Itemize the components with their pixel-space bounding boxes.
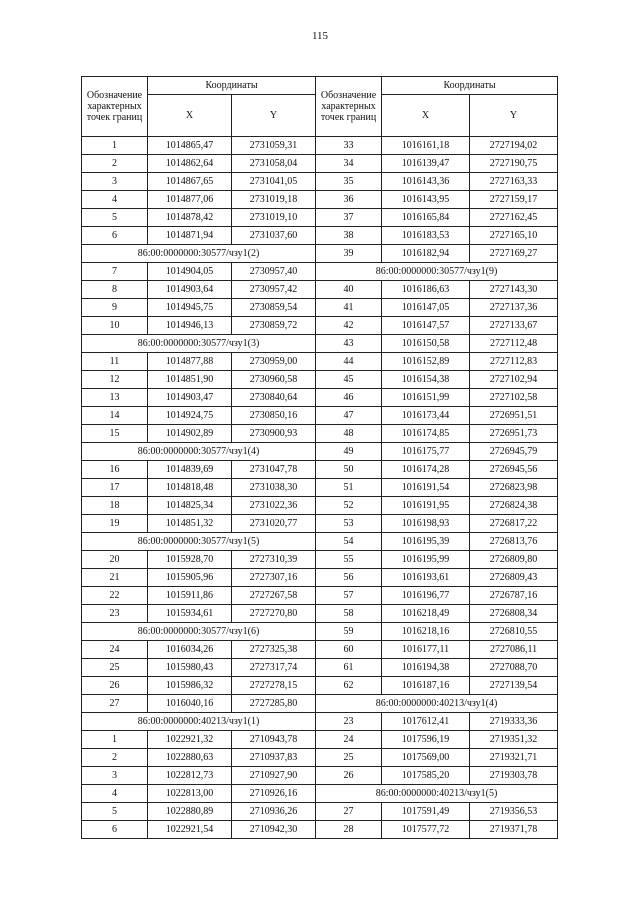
right-x-value: 1017585,20 [382, 767, 470, 785]
table-row [82, 605, 558, 623]
right-y-value: 2727112,48 [470, 335, 558, 353]
left-point-number: 13 [82, 389, 148, 407]
right-point-number: 62 [316, 677, 382, 695]
right-x-value: 1016218,49 [382, 605, 470, 623]
right-point-number: 51 [316, 479, 382, 497]
left-section-label: 86:00:0000000:30577/чзу1(3) [82, 335, 316, 353]
table-row [82, 461, 558, 479]
left-x-value: 1022880,63 [148, 749, 232, 767]
right-x-value: 1016174,28 [382, 461, 470, 479]
right-x-header: X [382, 95, 470, 137]
table-row [82, 371, 558, 389]
table-row [82, 155, 558, 173]
left-y-value: 2727270,80 [232, 605, 316, 623]
right-point-number: 60 [316, 641, 382, 659]
left-point-number: 6 [82, 821, 148, 839]
right-x-value: 1016198,93 [382, 515, 470, 533]
right-x-value: 1016154,38 [382, 371, 470, 389]
right-x-value: 1016139,47 [382, 155, 470, 173]
table-row [82, 317, 558, 335]
left-point-number: 20 [82, 551, 148, 569]
right-point-number: 43 [316, 335, 382, 353]
table-row [82, 767, 558, 785]
left-y-value: 2730957,42 [232, 281, 316, 299]
right-y-value: 2719371,78 [470, 821, 558, 839]
left-y-value: 2731058,04 [232, 155, 316, 173]
left-x-value: 1014839,69 [148, 461, 232, 479]
table-row [82, 749, 558, 767]
left-point-number: 1 [82, 137, 148, 155]
right-x-value: 1016147,05 [382, 299, 470, 317]
right-point-number: 54 [316, 533, 382, 551]
right-x-value: 1016161,18 [382, 137, 470, 155]
left-point-number: 23 [82, 605, 148, 623]
left-y-value: 2731059,31 [232, 137, 316, 155]
left-y-value: 2710937,83 [232, 749, 316, 767]
table-row [82, 353, 558, 371]
table-row [82, 677, 558, 695]
left-y-header: Y [232, 95, 316, 137]
left-point-number: 19 [82, 515, 148, 533]
table-row [82, 137, 558, 155]
right-y-value: 2726808,34 [470, 605, 558, 623]
left-y-value: 2731037,60 [232, 227, 316, 245]
right-y-value: 2727139,54 [470, 677, 558, 695]
left-x-value: 1015986,32 [148, 677, 232, 695]
right-x-value: 1016147,57 [382, 317, 470, 335]
left-x-value: 1014904,05 [148, 263, 232, 281]
right-coords-header: Координаты [382, 77, 558, 95]
left-point-number: 21 [82, 569, 148, 587]
left-x-value: 1014945,75 [148, 299, 232, 317]
table-row [82, 209, 558, 227]
left-x-value: 1014851,32 [148, 515, 232, 533]
left-point-number: 4 [82, 191, 148, 209]
left-y-value: 2727310,39 [232, 551, 316, 569]
right-x-value: 1017577,72 [382, 821, 470, 839]
right-x-value: 1016191,95 [382, 497, 470, 515]
table-row [82, 803, 558, 821]
table-row [82, 785, 558, 803]
right-y-value: 2727162,45 [470, 209, 558, 227]
right-x-value: 1016177,11 [382, 641, 470, 659]
table-row [82, 623, 558, 641]
right-point-number: 50 [316, 461, 382, 479]
table-row [82, 551, 558, 569]
left-x-value: 1014877,88 [148, 353, 232, 371]
left-section-label: 86:00:0000000:30577/чзу1(2) [82, 245, 316, 263]
left-y-value: 2731038,30 [232, 479, 316, 497]
right-y-value: 2727165,10 [470, 227, 558, 245]
table-row [82, 533, 558, 551]
left-point-number: 15 [82, 425, 148, 443]
table-row [82, 263, 558, 281]
right-x-value: 1016186,63 [382, 281, 470, 299]
left-section-label: 86:00:0000000:30577/чзу1(6) [82, 623, 316, 641]
left-x-value: 1014924,75 [148, 407, 232, 425]
left-coords-header: Координаты [148, 77, 316, 95]
left-point-number: 18 [82, 497, 148, 515]
right-x-value: 1016195,99 [382, 551, 470, 569]
left-point-number: 3 [82, 173, 148, 191]
right-point-number: 61 [316, 659, 382, 677]
right-point-number: 35 [316, 173, 382, 191]
left-point-number: 17 [82, 479, 148, 497]
left-x-header: X [148, 95, 232, 137]
left-x-value: 1022921,54 [148, 821, 232, 839]
right-x-value: 1016165,84 [382, 209, 470, 227]
table-row [82, 713, 558, 731]
left-x-value: 1022813,00 [148, 785, 232, 803]
right-y-value: 2727194,02 [470, 137, 558, 155]
right-point-number: 56 [316, 569, 382, 587]
left-x-value: 1015980,43 [148, 659, 232, 677]
right-y-value: 2727163,33 [470, 173, 558, 191]
table-row [82, 389, 558, 407]
table-row [82, 641, 558, 659]
right-x-value: 1016175,77 [382, 443, 470, 461]
left-y-value: 2730859,72 [232, 317, 316, 335]
left-point-number: 5 [82, 209, 148, 227]
table-row [82, 497, 558, 515]
table-row [82, 479, 558, 497]
right-x-value: 1016195,39 [382, 533, 470, 551]
right-x-value: 1016194,38 [382, 659, 470, 677]
right-point-number: 33 [316, 137, 382, 155]
left-y-value: 2710927,90 [232, 767, 316, 785]
left-x-value: 1015928,70 [148, 551, 232, 569]
right-y-value: 2726809,80 [470, 551, 558, 569]
right-point-number: 41 [316, 299, 382, 317]
left-y-value: 2731047,78 [232, 461, 316, 479]
right-point-number: 44 [316, 353, 382, 371]
right-x-value: 1017591,49 [382, 803, 470, 821]
right-point-number: 59 [316, 623, 382, 641]
table-row [82, 407, 558, 425]
right-x-value: 1017612,41 [382, 713, 470, 731]
right-y-value: 2726951,51 [470, 407, 558, 425]
right-point-number: 27 [316, 803, 382, 821]
left-x-value: 1014825,34 [148, 497, 232, 515]
left-point-number: 16 [82, 461, 148, 479]
table-row [82, 425, 558, 443]
left-point-number: 2 [82, 749, 148, 767]
right-y-value: 2726823,98 [470, 479, 558, 497]
left-y-value: 2727267,58 [232, 587, 316, 605]
left-point-number: 4 [82, 785, 148, 803]
left-x-value: 1022921,32 [148, 731, 232, 749]
right-x-value: 1016143,95 [382, 191, 470, 209]
right-y-value: 2727190,75 [470, 155, 558, 173]
left-x-value: 1014867,65 [148, 173, 232, 191]
left-y-value: 2731022,36 [232, 497, 316, 515]
table-row [82, 515, 558, 533]
right-point-number: 49 [316, 443, 382, 461]
right-y-value: 2727102,94 [470, 371, 558, 389]
right-x-value: 1016174,85 [382, 425, 470, 443]
left-point-number: 10 [82, 317, 148, 335]
left-point-number: 2 [82, 155, 148, 173]
left-point-number: 22 [82, 587, 148, 605]
right-x-value: 1016187,16 [382, 677, 470, 695]
table-row [82, 587, 558, 605]
table-row [82, 731, 558, 749]
left-point-number: 26 [82, 677, 148, 695]
left-point-number: 1 [82, 731, 148, 749]
left-x-value: 1014862,64 [148, 155, 232, 173]
right-section-label: 86:00:0000000:40213/чзу1(4) [316, 695, 558, 713]
right-y-value: 2727143,30 [470, 281, 558, 299]
left-point-number: 3 [82, 767, 148, 785]
right-x-value: 1017569,00 [382, 749, 470, 767]
left-y-value: 2727307,16 [232, 569, 316, 587]
left-point-number: 24 [82, 641, 148, 659]
right-x-value: 1016193,61 [382, 569, 470, 587]
right-point-number: 25 [316, 749, 382, 767]
right-x-value: 1016152,89 [382, 353, 470, 371]
right-y-value: 2719333,36 [470, 713, 558, 731]
left-y-value: 2730840,64 [232, 389, 316, 407]
right-point-number: 36 [316, 191, 382, 209]
right-point-number: 47 [316, 407, 382, 425]
right-x-value: 1016182,94 [382, 245, 470, 263]
left-point-number: 8 [82, 281, 148, 299]
left-y-value: 2730960,58 [232, 371, 316, 389]
right-x-value: 1017596,19 [382, 731, 470, 749]
left-x-value: 1014818,48 [148, 479, 232, 497]
left-x-value: 1016040,16 [148, 695, 232, 713]
right-y-value: 2719321,71 [470, 749, 558, 767]
left-y-value: 2730957,40 [232, 263, 316, 281]
right-point-number: 48 [316, 425, 382, 443]
left-y-value: 2727278,15 [232, 677, 316, 695]
right-y-value: 2726809,43 [470, 569, 558, 587]
left-y-value: 2710942,30 [232, 821, 316, 839]
left-point-header: Обозначение характерных точек границ [82, 77, 148, 137]
left-y-value: 2727285,80 [232, 695, 316, 713]
left-x-value: 1014865,47 [148, 137, 232, 155]
left-y-value: 2731019,10 [232, 209, 316, 227]
right-section-label: 86:00:0000000:40213/чзу1(5) [316, 785, 558, 803]
right-y-header: Y [470, 95, 558, 137]
right-y-value: 2727169,27 [470, 245, 558, 263]
left-x-value: 1014903,47 [148, 389, 232, 407]
right-point-number: 42 [316, 317, 382, 335]
left-x-value: 1014902,89 [148, 425, 232, 443]
right-y-value: 2727086,11 [470, 641, 558, 659]
left-section-label: 86:00:0000000:40213/чзу1(1) [82, 713, 316, 731]
right-y-value: 2727102,58 [470, 389, 558, 407]
right-x-value: 1016196,77 [382, 587, 470, 605]
left-x-value: 1016034,26 [148, 641, 232, 659]
left-y-value: 2727317,74 [232, 659, 316, 677]
left-x-value: 1022812,73 [148, 767, 232, 785]
right-y-value: 2727088,70 [470, 659, 558, 677]
left-x-value: 1014851,90 [148, 371, 232, 389]
right-y-value: 2727159,17 [470, 191, 558, 209]
table-row [82, 191, 558, 209]
right-point-number: 58 [316, 605, 382, 623]
right-point-number: 26 [316, 767, 382, 785]
right-point-number: 28 [316, 821, 382, 839]
table-row [82, 299, 558, 317]
right-y-value: 2727112,83 [470, 353, 558, 371]
right-x-value: 1016143,36 [382, 173, 470, 191]
left-point-number: 6 [82, 227, 148, 245]
right-point-number: 37 [316, 209, 382, 227]
right-x-value: 1016173,44 [382, 407, 470, 425]
table-row [82, 443, 558, 461]
left-point-number: 5 [82, 803, 148, 821]
right-y-value: 2727137,36 [470, 299, 558, 317]
right-point-number: 34 [316, 155, 382, 173]
right-x-value: 1016218,16 [382, 623, 470, 641]
left-y-value: 2730959,00 [232, 353, 316, 371]
table-body [82, 137, 558, 839]
left-point-number: 11 [82, 353, 148, 371]
table-row [82, 659, 558, 677]
left-y-value: 2710943,78 [232, 731, 316, 749]
left-x-value: 1015911,86 [148, 587, 232, 605]
right-y-value: 2719303,78 [470, 767, 558, 785]
right-point-number: 40 [316, 281, 382, 299]
table-row [82, 227, 558, 245]
right-point-number: 52 [316, 497, 382, 515]
right-y-value: 2726945,56 [470, 461, 558, 479]
left-y-value: 2730850,16 [232, 407, 316, 425]
right-point-number: 45 [316, 371, 382, 389]
right-point-number: 23 [316, 713, 382, 731]
right-point-number: 39 [316, 245, 382, 263]
right-y-value: 2726787,16 [470, 587, 558, 605]
right-point-number: 46 [316, 389, 382, 407]
left-point-number: 9 [82, 299, 148, 317]
right-point-number: 53 [316, 515, 382, 533]
right-y-value: 2726951,73 [470, 425, 558, 443]
left-y-value: 2731019,18 [232, 191, 316, 209]
left-y-value: 2710926,16 [232, 785, 316, 803]
right-y-value: 2719356,53 [470, 803, 558, 821]
page-number: 115 [311, 30, 329, 42]
right-point-number: 57 [316, 587, 382, 605]
right-y-value: 2726813,76 [470, 533, 558, 551]
right-x-value: 1016151,99 [382, 389, 470, 407]
left-y-value: 2731041,05 [232, 173, 316, 191]
right-x-value: 1016150,58 [382, 335, 470, 353]
right-point-header-blank: Обозначение характерных точек границ [316, 77, 382, 137]
left-x-value: 1014903,64 [148, 281, 232, 299]
right-y-value: 2726810,55 [470, 623, 558, 641]
left-y-value: 2727325,38 [232, 641, 316, 659]
coordinates-table [81, 76, 558, 839]
right-x-value: 1016183,53 [382, 227, 470, 245]
table-row [82, 245, 558, 263]
right-x-value: 1016191,54 [382, 479, 470, 497]
right-y-value: 2726817,22 [470, 515, 558, 533]
right-y-value: 2726945,79 [470, 443, 558, 461]
left-y-value: 2710936,26 [232, 803, 316, 821]
table-row [82, 569, 558, 587]
left-x-value: 1022880,89 [148, 803, 232, 821]
left-point-number: 14 [82, 407, 148, 425]
left-x-value: 1014946,13 [148, 317, 232, 335]
left-x-value: 1014878,42 [148, 209, 232, 227]
right-section-label: 86:00:0000000:30577/чзу1(9) [316, 263, 558, 281]
right-point-number: 24 [316, 731, 382, 749]
left-point-number: 12 [82, 371, 148, 389]
table-row [82, 821, 558, 839]
right-y-value: 2726824,38 [470, 497, 558, 515]
left-point-number: 25 [82, 659, 148, 677]
left-x-value: 1014871,94 [148, 227, 232, 245]
left-section-label: 86:00:0000000:30577/чзу1(4) [82, 443, 316, 461]
left-x-value: 1015934,61 [148, 605, 232, 623]
left-y-value: 2730900,93 [232, 425, 316, 443]
right-y-value: 2719351,32 [470, 731, 558, 749]
table-row [82, 173, 558, 191]
left-y-value: 2731020,77 [232, 515, 316, 533]
left-section-label: 86:00:0000000:30577/чзу1(5) [82, 533, 316, 551]
table-row [82, 335, 558, 353]
right-point-number: 38 [316, 227, 382, 245]
left-x-value: 1015905,96 [148, 569, 232, 587]
left-x-value: 1014877,06 [148, 191, 232, 209]
right-y-value: 2727133,67 [470, 317, 558, 335]
table-row [82, 281, 558, 299]
right-point-number: 55 [316, 551, 382, 569]
table-row [82, 695, 558, 713]
left-point-number: 7 [82, 263, 148, 281]
left-y-value: 2730859,54 [232, 299, 316, 317]
left-point-number: 27 [82, 695, 148, 713]
